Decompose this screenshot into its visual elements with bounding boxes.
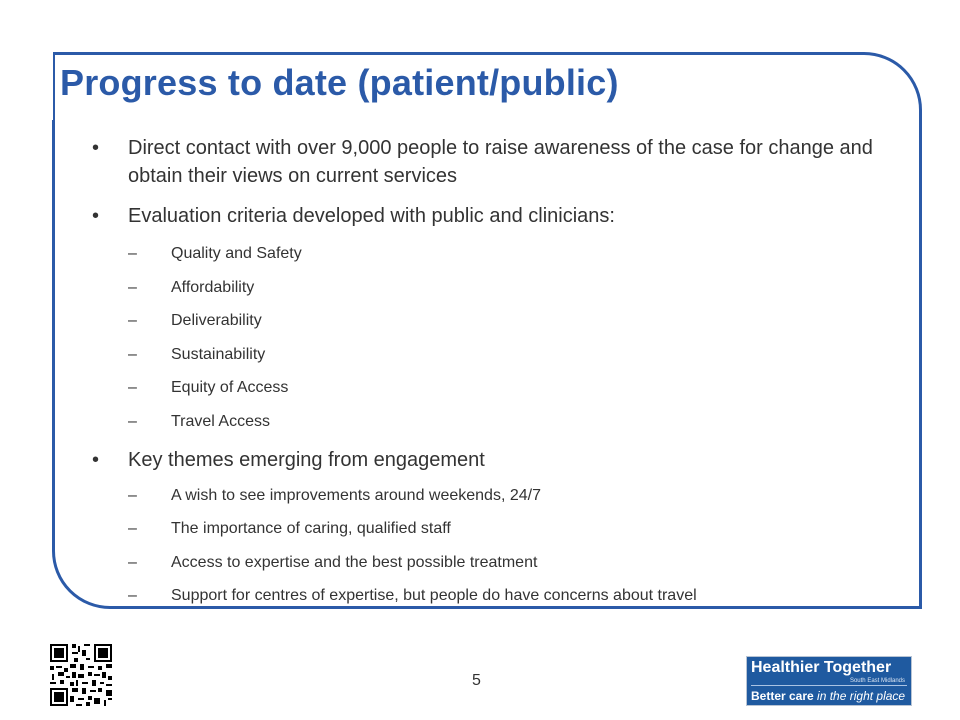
sub-item: – Sustainability — [90, 345, 890, 365]
sub-item: – Quality and Safety — [90, 244, 890, 264]
qr-code-icon — [48, 642, 114, 708]
bullet-item: • Key themes emerging from engagement — [90, 446, 890, 474]
sub-item: – Access to expertise and the best possible treatment — [90, 553, 890, 573]
sub-item: – Support for centres of expertise, but people do have concerns about travel — [90, 586, 890, 606]
page-number: 5 — [472, 672, 481, 689]
logo-name: Healthier Together — [751, 659, 892, 676]
sub-item: – Deliverability — [90, 311, 890, 331]
slide-content — [90, 128, 890, 606]
sub-item: – Equity of Access — [90, 378, 890, 398]
logo-tagline-italic: in the right place — [817, 689, 906, 703]
logo-divider — [751, 685, 907, 686]
bullet-item: • Evaluation criteria developed with public and clinicians: — [90, 202, 890, 230]
sub-item: – Travel Access — [90, 412, 890, 432]
sub-item: – The importance of caring, qualified staff — [90, 519, 890, 539]
sub-item: – A wish to see improvements around weekends, 24/7 — [90, 486, 890, 506]
logo-region: South East Midlands — [849, 678, 905, 684]
logo-tagline — [751, 689, 905, 703]
sub-item: – Affordability — [90, 278, 890, 298]
frame-gap — [49, 52, 53, 120]
healthier-together-logo — [746, 656, 912, 706]
bullet-item: • Direct contact with over 9,000 people to raise awareness of the case for change and obtain their views on current services — [90, 134, 890, 190]
logo-tagline-bold: Better care — [751, 689, 814, 703]
slide-title: Progress to date (patient/public) — [60, 62, 619, 103]
